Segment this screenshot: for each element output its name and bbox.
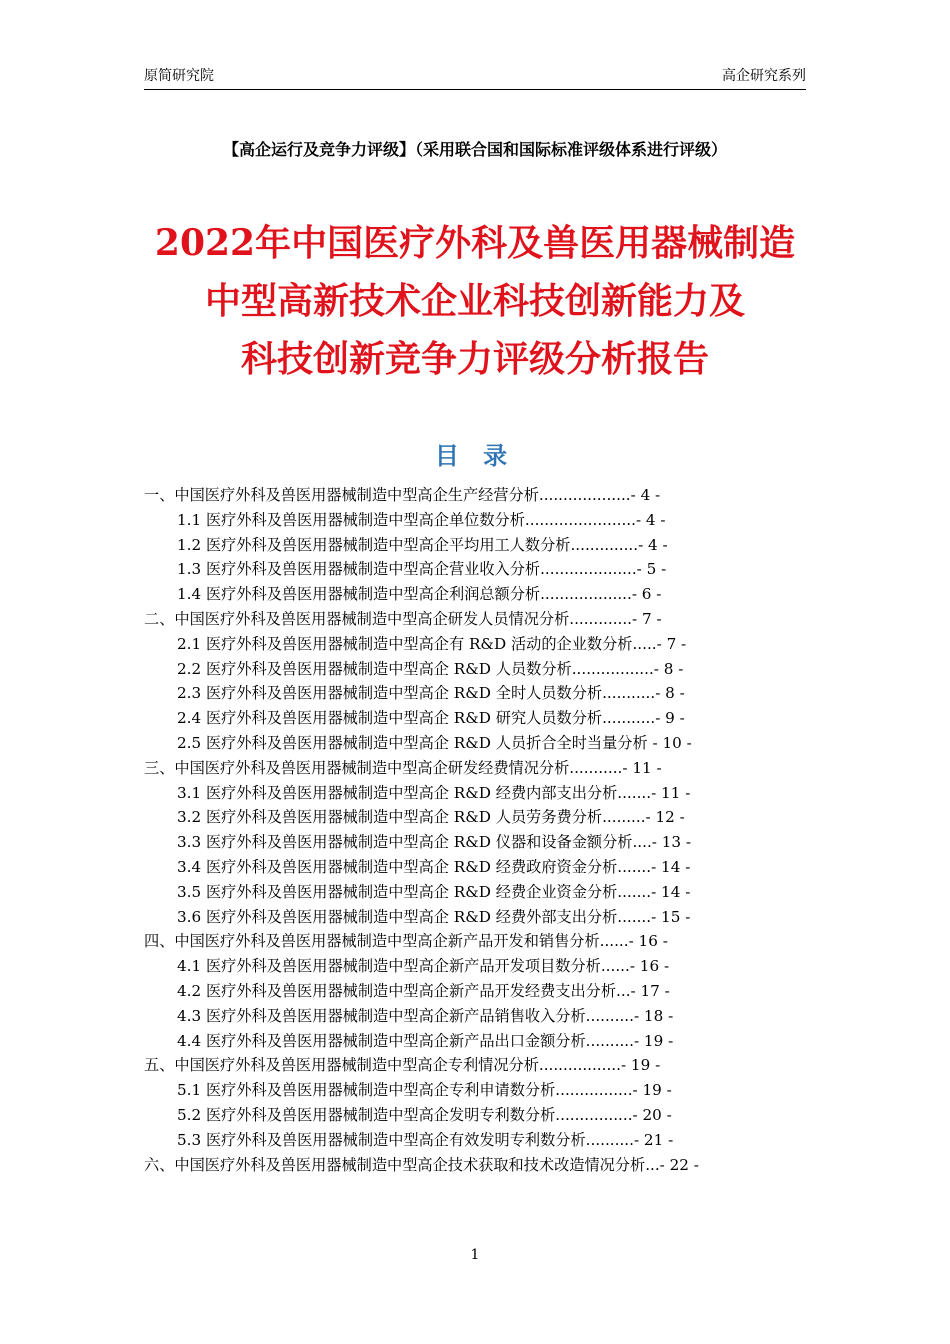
toc-entry-leader: ................... — [538, 486, 631, 504]
toc-entry-text: 三、中国医疗外科及兽医用器械制造中型高企研发经费情况分析 — [144, 758, 570, 777]
toc-entry[interactable] — [144, 929, 806, 954]
toc-entry-leader: .... — [632, 833, 652, 852]
toc-entry-page: - 18 - — [633, 1006, 674, 1025]
toc-entry-page: - 19 - — [620, 1056, 661, 1075]
toc-entry-text: 3.6 医疗外科及兽医用器械制造中型高企 R&D 经费外部支出分析 — [177, 907, 618, 926]
toc-entry-text: 二、中国医疗外科及兽医用器械制造中型高企研发人员情况分析 — [144, 609, 570, 628]
toc-entry-leader: ....................... — [524, 510, 636, 529]
toc-entry-page: - 10 - — [652, 733, 692, 752]
page-number: 1 — [470, 1247, 480, 1263]
toc-entry[interactable] — [144, 681, 806, 706]
toc-entry-text: 4.4 医疗外科及兽医用器械制造中型高企新产品出口金额分析 — [177, 1031, 586, 1050]
toc-entry-leader: ....... — [617, 882, 652, 901]
toc-entry-page: - 14 - — [651, 882, 691, 901]
toc-entry-page: - 13 - — [651, 833, 692, 852]
toc-entry[interactable] — [144, 1053, 806, 1078]
toc-entry-page: - 22 - — [659, 1155, 699, 1174]
toc-entry-leader: ... — [616, 981, 631, 1000]
toc-entry-leader: ................. — [571, 659, 654, 678]
toc-entry-text: 2.1 医疗外科及兽医用器械制造中型高企有 R&D 活动的企业数分析 — [177, 634, 633, 653]
toc-entry-text: 2.5 医疗外科及兽医用器械制造中型高企 R&D 人员折合全时当量分析 — [177, 733, 648, 752]
title-line-3: 科技创新竞争力评级分析报告 — [240, 338, 709, 380]
toc-entry-leader: .......... — [585, 1130, 634, 1149]
toc-entry-leader: ................. — [538, 1056, 621, 1075]
toc-entry-text: 六、中国医疗外科及兽医用器械制造中型高企技术获取和技术改造情况分析 — [144, 1155, 646, 1174]
toc-entry-text: 2.2 医疗外科及兽医用器械制造中型高企 R&D 人员数分析 — [177, 659, 572, 678]
toc-entry[interactable] — [144, 657, 806, 682]
toc-entry-page: - 4 - — [635, 510, 666, 529]
toc-entry-leader: ....... — [617, 857, 652, 876]
toc-entry[interactable] — [144, 1029, 806, 1054]
toc-heading: 目 录 — [434, 442, 516, 470]
toc-entry-leader: .......... — [585, 1031, 634, 1050]
toc-entry-page: - 5 - — [636, 560, 667, 579]
toc-entry-leader: ......... — [602, 808, 646, 827]
toc-entry-page: - 8 - — [653, 659, 684, 678]
toc-entry-text: 4.2 医疗外科及兽医用器械制造中型高企新产品开发经费支出分析 — [177, 981, 617, 1000]
toc-entry-text: 1.2 医疗外科及兽医用器械制造中型高企平均用工人数分析 — [177, 535, 571, 554]
toc-entry-leader: ... — [645, 1155, 660, 1174]
toc-entry-page: - 9 - — [655, 709, 685, 728]
toc-entry[interactable] — [144, 483, 806, 508]
toc-entry-leader: ....... — [617, 907, 652, 926]
toc-entry[interactable] — [144, 855, 806, 880]
toc-entry[interactable] — [144, 557, 806, 582]
toc-entry-leader: ....... — [617, 783, 652, 802]
table-of-contents — [144, 483, 806, 1177]
toc-entry[interactable] — [144, 1004, 806, 1029]
toc-entry[interactable] — [144, 781, 806, 806]
toc-entry[interactable] — [144, 533, 806, 558]
toc-entry-text: 一、中国医疗外科及兽医用器械制造中型高企生产经营分析 — [144, 486, 539, 504]
toc-entry-text: 1.1 医疗外科及兽医用器械制造中型高企单位数分析 — [177, 510, 525, 529]
toc-entry[interactable] — [144, 880, 806, 905]
toc-entry-leader: ........... — [569, 758, 623, 777]
toc-entry-text: 3.2 医疗外科及兽医用器械制造中型高企 R&D 人员劳务费分析 — [177, 808, 603, 827]
toc-entry[interactable] — [144, 1078, 806, 1103]
toc-entry-text: 四、中国医疗外科及兽医用器械制造中型高企新产品开发和销售分析 — [144, 932, 600, 951]
toc-entry-text: 2.4 医疗外科及兽医用器械制造中型高企 R&D 研究人员数分析 — [177, 709, 603, 728]
toc-entry-text: 4.1 医疗外科及兽医用器械制造中型高企新产品开发项目数分析 — [177, 957, 601, 976]
toc-entry-leader: .................... — [540, 560, 637, 579]
toc-entry-page: - 7 - — [632, 609, 662, 628]
toc-entry-leader: ........... — [602, 709, 656, 728]
toc-entry-text: 五、中国医疗外科及兽医用器械制造中型高企专利情况分析 — [144, 1056, 539, 1075]
toc-entry-text: 2.3 医疗外科及兽医用器械制造中型高企 R&D 全时人员数分析 — [177, 684, 603, 703]
toc-entry[interactable] — [144, 830, 806, 855]
page-header-right: 高企研究系列 — [722, 68, 806, 84]
toc-entry[interactable] — [144, 1128, 806, 1153]
report-title — [100, 214, 850, 388]
toc-entry-text: 4.3 医疗外科及兽医用器械制造中型高企新产品销售收入分析 — [177, 1006, 586, 1025]
toc-entry-leader: ..... — [632, 634, 657, 653]
toc-entry-leader: ................ — [555, 1105, 633, 1124]
toc-entry[interactable] — [144, 756, 806, 781]
toc-entry-text: 1.3 医疗外科及兽医用器械制造中型高企营业收入分析 — [177, 560, 541, 579]
toc-entry[interactable] — [144, 954, 806, 979]
page-header-left: 原简研究院 — [144, 68, 214, 84]
toc-entry[interactable] — [144, 706, 806, 731]
toc-entry-leader: ............. — [569, 609, 633, 628]
toc-entry-page: - 16 - — [629, 957, 670, 976]
toc-entry[interactable] — [144, 905, 806, 930]
toc-entry-page: - 8 - — [655, 684, 685, 703]
header-rule — [144, 89, 806, 90]
toc-entry[interactable] — [144, 979, 806, 1004]
toc-entry-leader: ................... — [540, 585, 632, 604]
toc-entry-text: 5.1 医疗外科及兽医用器械制造中型高企专利申请数分析 — [177, 1081, 556, 1100]
toc-entry-text: 3.3 医疗外科及兽医用器械制造中型高企 R&D 仪器和设备金额分析 — [177, 833, 633, 852]
toc-entry-page: - 16 - — [628, 932, 668, 951]
toc-entry-leader: ................ — [555, 1081, 633, 1100]
toc-entry[interactable] — [144, 508, 806, 533]
toc-entry-text: 3.5 医疗外科及兽医用器械制造中型高企 R&D 经费企业资金分析 — [177, 882, 618, 901]
toc-entry[interactable] — [144, 1153, 806, 1178]
toc-entry-page: - 17 - — [630, 981, 670, 1000]
toc-entry-text: 5.3 医疗外科及兽医用器械制造中型高企有效发明专利数分析 — [177, 1130, 586, 1149]
toc-entry-page: - 11 - — [622, 758, 662, 777]
toc-entry-leader: .............. — [570, 535, 639, 554]
toc-entry-text: 3.1 医疗外科及兽医用器械制造中型高企 R&D 经费内部支出分析 — [177, 783, 618, 802]
toc-entry[interactable] — [144, 805, 806, 830]
toc-entry-leader: ...... — [600, 957, 630, 976]
toc-entry-leader: ...... — [599, 932, 629, 951]
toc-entry-page: - 11 - — [651, 783, 691, 802]
toc-entry-page: - 15 - — [651, 907, 691, 926]
title-line-2: 中型高新技术企业科技创新能力及 — [204, 280, 745, 322]
toc-entry-page: - 7 - — [656, 634, 687, 653]
toc-entry[interactable] — [144, 1103, 806, 1128]
toc-entry-page: - 4 - — [630, 486, 661, 504]
toc-entry-page: - 4 - — [638, 535, 668, 554]
toc-entry-page: - 12 - — [645, 808, 685, 827]
toc-entry-leader: ........... — [602, 684, 656, 703]
toc-entry-page: - 21 - — [633, 1130, 674, 1149]
toc-entry-page: - 20 - — [632, 1105, 672, 1124]
toc-entry-page: - 14 - — [651, 857, 691, 876]
toc-entry-page: - 19 - — [632, 1081, 672, 1100]
toc-entry-page: - 6 - — [631, 585, 662, 604]
toc-entry[interactable] — [144, 632, 806, 657]
toc-entry[interactable] — [144, 731, 806, 756]
toc-entry-page: - 19 - — [633, 1031, 674, 1050]
toc-entry[interactable] — [144, 582, 806, 607]
toc-entry[interactable] — [144, 607, 806, 632]
toc-entry-text: 3.4 医疗外科及兽医用器械制造中型高企 R&D 经费政府资金分析 — [177, 857, 618, 876]
rating-line: 【高企运行及竞争力评级】（采用联合国和国际标准评级体系进行评级） — [222, 140, 727, 159]
toc-entry-text: 5.2 医疗外科及兽医用器械制造中型高企发明专利数分析 — [177, 1105, 556, 1124]
title-line-1: 2022年中国医疗外科及兽医用器械制造 — [154, 222, 796, 264]
toc-entry-leader: .......... — [585, 1006, 634, 1025]
toc-entry-text: 1.4 医疗外科及兽医用器械制造中型高企利润总额分析 — [177, 585, 541, 604]
